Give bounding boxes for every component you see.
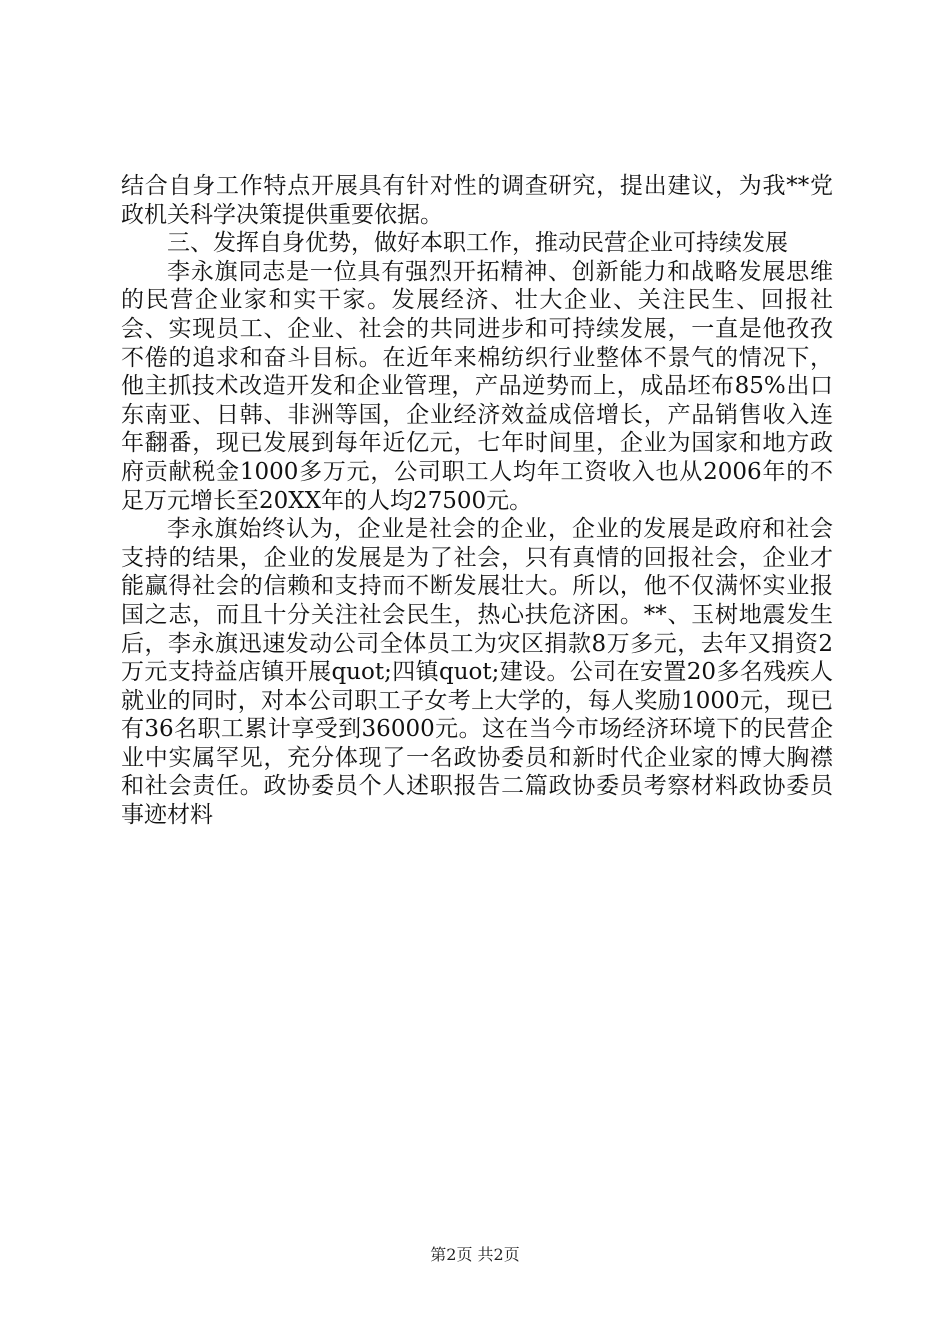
paragraph-social-responsibility: 李永旗始终认为，企业是社会的企业，企业的发展是政府和社会支持的结果，企业的发展是为了社会，只有真情的回报社会，企业才能赢得社会的信赖和支持而不断发展壮大。所以，他不仅满怀实业报国之志，而且十分关注社会民生，热心扶危济困。**、玉树地震发生后，李永旗迅速发动公司全体员工为灾区捐款8万多元，去年又捐资2万元支持益店镇开展quot;四镇quot;建设。公司在安置20多名残疾人就业的同时，对本公司职工子女考上大学的，每人奖励1000元，现已有36名职工累计享受到36000元。这在当今市场经济环境下的民营企业中实属罕见，充分体现了一名政协委员和新时代企业家的博大胸襟和社会责任。政协委员个人述职报告二篇政协委员考察材料政协委员事迹材料 — [121, 516, 833, 829]
paragraph-achievements: 李永旗同志是一位具有强烈开拓精神、创新能力和战略发展思维的民营企业家和实干家。发展经济、壮大企业、关注民生、回报社会、实现员工、企业、社会的共同进步和可持续发展，一直是他孜孜不倦的追求和奋斗目标。在近年来棉纺织行业整体不景气的情况下，他主抓技术改造开发和企业管理，产品逆势而上，成品坯布85%出口东南亚、日韩、非洲等国，企业经济效益成倍增长，产品销售收入连年翻番，现已发展到每年近亿元，七年时间里，企业为国家和地方政府贡献税金1000多万元，公司职工人均年工资收入也从2006年的不足万元增长至20XX年的人均27500元。 — [121, 258, 833, 514]
paragraph-continuation: 结合自身工作特点开展具有针对性的调查研究，提出建议，为我**党政机关科学决策提供重要依据。 — [121, 173, 833, 228]
page-number-footer: 第2页 共2页 — [430, 1245, 520, 1264]
document-body — [121, 172, 833, 830]
section-heading: 三、发挥自身优势，做好本职工作，推动民营企业可持续发展 — [167, 230, 788, 257]
